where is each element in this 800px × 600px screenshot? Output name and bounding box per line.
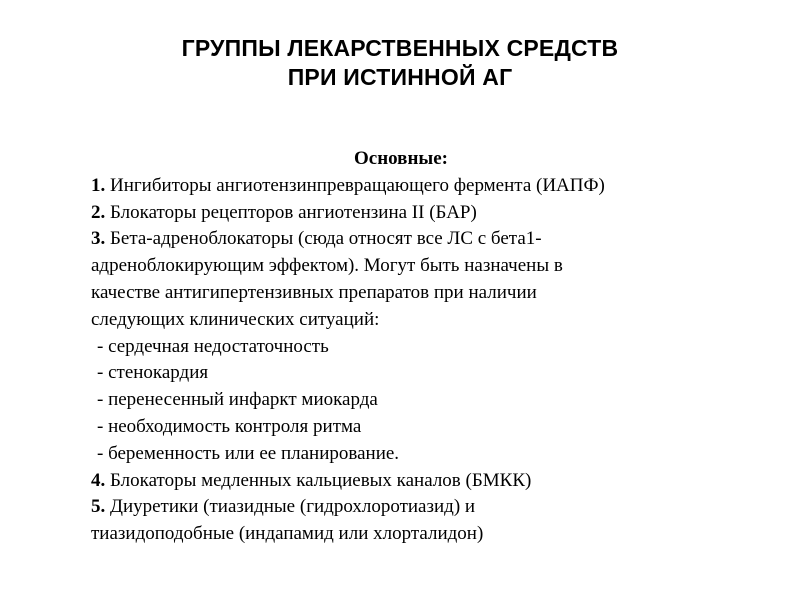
list-item-4 <box>91 468 731 495</box>
list-item-4-text: Блокаторы медленных кальциевых каналов (БМКК) <box>105 469 532 491</box>
list-item-1 <box>91 173 731 200</box>
slide-title-line-2: ПРИ ИСТИННОЙ АГ <box>287 64 513 90</box>
list-item-3-text-line-1: Бета-адреноблокаторы (сюда относят все ЛС с бета1- <box>105 228 542 250</box>
list-item-3-text-line-2: адреноблокирующим эффектом). Могут быть назначены в <box>91 255 563 277</box>
list-item-3-number: 3. <box>91 228 106 250</box>
slide-body <box>91 146 731 548</box>
list-item-5-text-line-1: Диуретики (тиазидные (гидрохлоротиазид) и <box>105 496 476 518</box>
slide-title <box>100 34 700 92</box>
list-item-5 <box>91 494 731 521</box>
list-item-5-number: 5. <box>91 496 106 518</box>
list-item-1-text: Ингибиторы ангиотензинпревращающего фермента (ИАПФ) <box>105 174 605 196</box>
list-item-2-number: 2. <box>91 201 106 223</box>
indication-heart-failure: - сердечная недостаточность <box>97 335 329 357</box>
list-item-2-text: Блокаторы рецепторов ангиотензина II (БАР) <box>105 201 477 223</box>
indication-rhythm-control: - необходимость контроля ритма <box>97 415 362 437</box>
indication-myocardial-infarction: - перенесенный инфаркт миокарда <box>97 389 378 411</box>
list-item-4-number: 4. <box>91 469 106 491</box>
list-item-1-number: 1. <box>91 174 106 196</box>
slide-title-line-1: ГРУППЫ ЛЕКАРСТВЕННЫХ СРЕДСТВ <box>181 35 619 61</box>
list-item-3-text-line-4: следующих клинических ситуаций: <box>91 308 380 330</box>
list-item-2 <box>91 200 731 227</box>
list-item-3 <box>91 226 731 253</box>
section-heading: Основные: <box>354 148 448 169</box>
indication-pregnancy: - беременность или ее планирование. <box>97 442 400 464</box>
list-item-5-text-line-2: тиазидоподобные (индапамид или хлорталидон) <box>91 523 484 545</box>
indication-angina: - стенокардия <box>97 362 209 384</box>
list-item-3-text-line-3: качестве антигипертензивных препаратов при наличии <box>91 281 537 303</box>
